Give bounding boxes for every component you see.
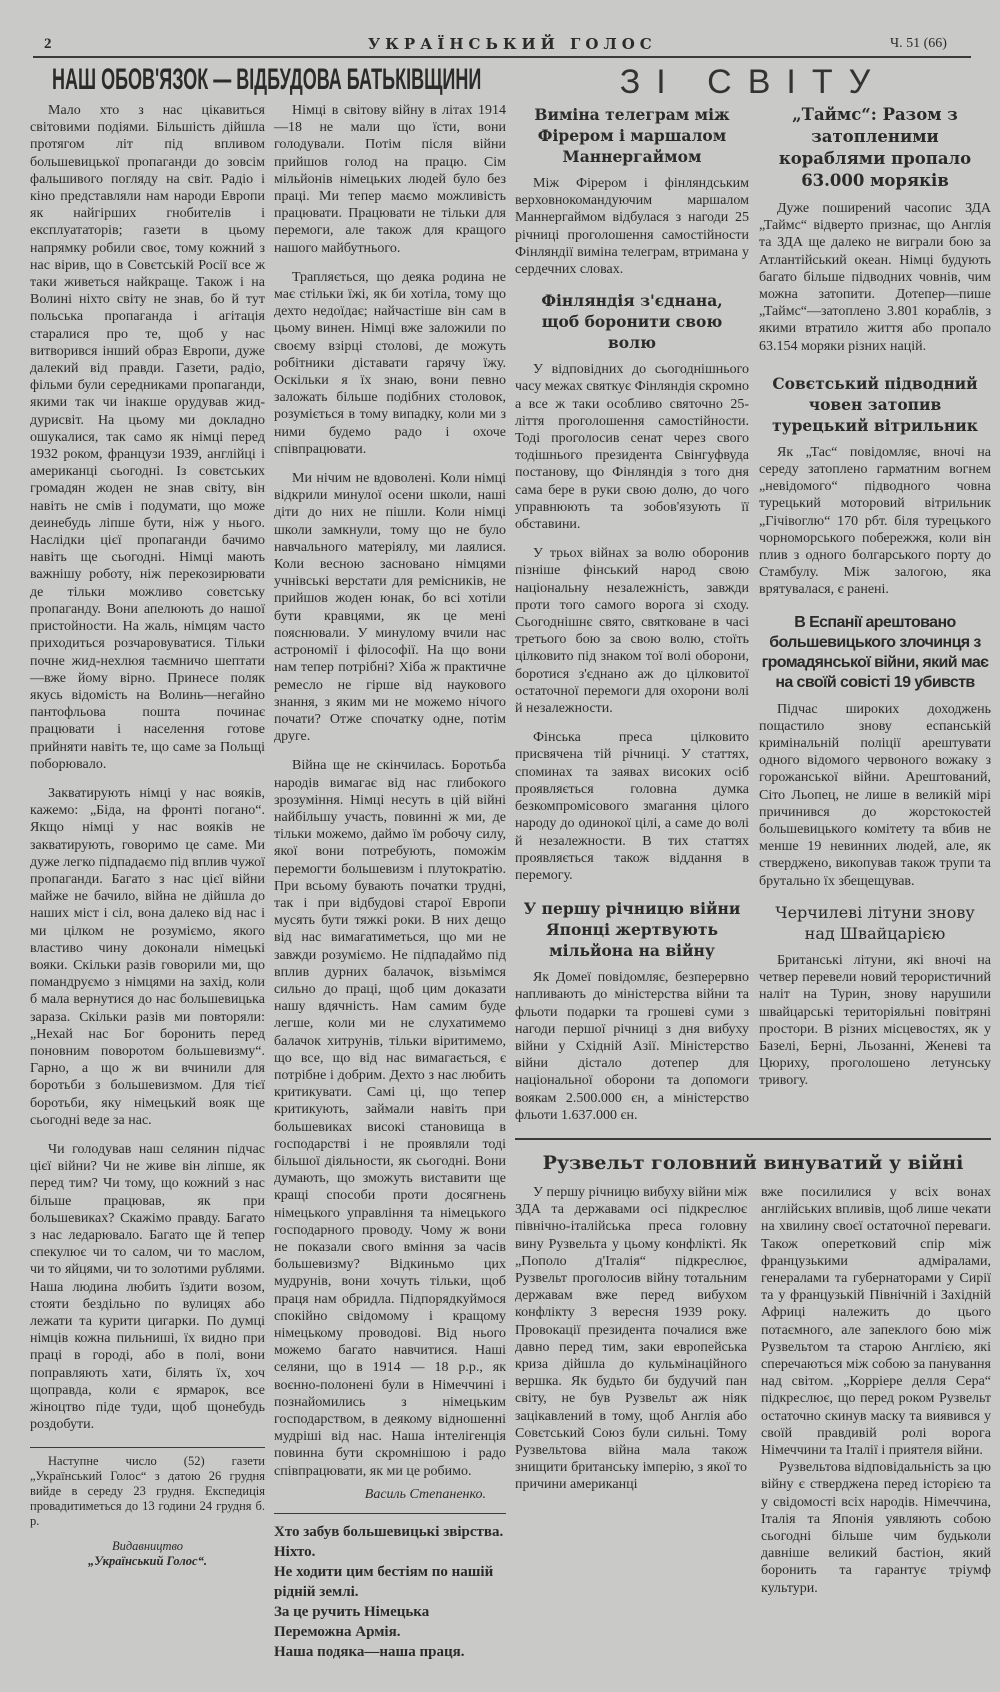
main-article-title — [30, 62, 506, 102]
world-section — [515, 62, 991, 1597]
paragraph: Німці в світову війну в літах 1914—18 не мали що їсти, вони голодували. Потім після війни прийшов голод на працю. Сім мільйонів німецьких людей було без праці. Ми тепер маємо можливість працювати. Працювати не тільки для перемоги, але також для кращого нашого майбутнього. — [274, 103, 506, 256]
main-article-title-text: НАШ ОБОВ'ЯЗОК — ВІДБУДОВА БАТЬКІВЩИНИ — [52, 63, 482, 96]
paragraph: Як Домеї повідомляє, безперервно напливають до міністерства війни та фльоти подарки та грошеві суми з нагоди першої річниці з дня вибуху війни у Східній Азії. Міністерство війни дістало дотепер для національної оборони та допомоги воякам 2.500.000 єн, а міністерство фльоти 1.637.000 єн. — [515, 970, 749, 1123]
slogan-line: Не ходити цим бестіям по нашій рідній землі. — [274, 1564, 494, 1601]
headline-telegram-exchange: Виміна телеграм між Фірером і маршалом Маннергаймом — [534, 105, 730, 166]
world-section-title: ЗІ СВІТУ — [619, 63, 887, 101]
paragraph: Чи голодував наш селянин підчас цієї війни? Чи не живе він ліпше, як перед тим? Чи тому, що кожний з нас більше працював, як при большевиках? Скажімо правду. Багато з нас ледарювало. Багато ще й тепер спекулює чи то салом, чи то маслом, чи то яйцями, чи то золотими рублями. Наша людина любить їздити возом, стояти бездільно по вулицях або лежати та курити цигарки. По думці німців кожна пильниші, їх видно при праці в городі, або в полі, вони поправляють хати, білять їх, хоч щоправда, коли є ярмарок, все жіноцтво піде туди, щоб щонебудь роздобути. — [30, 1141, 265, 1433]
page-number: 2 — [44, 36, 52, 52]
paragraph: Британські літуни, які вночі на четвер перевели новий терористичний наліт на Турин, знову нарушили швайцарські територіяльні повітряні простори. В різних місцевостях, як у Базелі, Берні, Льозанні, Женеві та Цюриху, проголошено летунську тривогу. — [759, 952, 991, 1089]
roosevelt-headline: Рузвельт головний винуватий у війні — [542, 1151, 964, 1174]
world-column-3 — [515, 104, 749, 1124]
roosevelt-column-left — [515, 1184, 747, 1494]
paragraph: У відповідних до сьогоднішнього часу межах святкує Фінляндія скромно а все ж таки особливо святочно 25-ліття проголошення самостійности. Тоді проголосив сенат через свого тодішнього президента Свінгуфвуда постанову, що Фінляндія з того дня сама бере в руки свою долю, до чого управнюють та зобов'язують її обставини. — [515, 362, 749, 533]
main-article-columns — [30, 102, 506, 1662]
header-rule — [33, 56, 971, 58]
slogan-line: За це ручить Німецька Переможна Армія. — [274, 1604, 430, 1641]
paragraph: Рузвельтова відповідальність за цю війну є стверджена перед історією та у свідомості всіх народів. Німеччина, Італія та Японія уявляють собою сьогодні більше чим будьколи давніше великий бастіон, який боронить та гарантує тріумф культури. — [761, 1460, 991, 1596]
paragraph: Як „Тас“ повідомляє, вночі на середу затоплено гарматним вогнем „невідомого“ підводного човна турецький моторовий вітрильник „Гічівоглю“ 170 рбт. біля турецького чорноморського побережжя, коли він плив з одного болгарського порту до Стамбулу. Між залогою, яка врятувалася, є ранені. — [759, 444, 991, 598]
publisher-label: Видавництво — [111, 1539, 184, 1554]
headline-spain-arrest: В Еспанії арештовано большевицького злочинця з громадянської війни, який має на своїй совісті 19 убивств — [761, 613, 989, 691]
issue-number: Ч. 51 (66) — [890, 36, 947, 51]
page-body — [30, 62, 992, 1692]
slogan-box — [274, 1513, 506, 1662]
paragraph: вже посилилися у всіх вонах англійських впливів, щоб лише чекати на хвилину своєї остаточної переваги. Також оперетковий спір між французькими адміралами, генералами та губернаторами у Сирії та у французькій Північній і Західній Африці належить до цього потаємного, але запеклого бою між Рузвельтом та старою Англією, які сперечаються між собою за панування над світом. „Корріере делля Сера“ підкреслює, що перед роком Рузвельт остаточно скинув маску та виявився у своїй правдивій ролі ворога Німеччини та Італії і приятеля війни. — [761, 1184, 991, 1458]
page-header — [0, 0, 1000, 62]
paragraph: Між Фірером і фінляндським верховнокомандуючим маршалом Маннергаймом відбулася з нагоди 25 річниці проголошення самостійности Фінляндії виміна телеграм, втримана у сердечних словах. — [515, 176, 749, 278]
newspaper-title: УКРАЇНСЬКИЙ ГОЛОС — [368, 35, 657, 53]
headline-soviet-submarine: Совєтський підводний човен затопив турецький вітрильник — [772, 373, 978, 435]
author-signature: Василь Степаненко. — [364, 1486, 486, 1502]
main-article-column-2 — [274, 102, 506, 1662]
slogan-line: Хто забув большевицькі звірства. Ніхто. — [274, 1524, 504, 1561]
paragraph: Ми нічим не вдоволені. Коли німці відкрили минулої осени школи, наші діти до них не пішли. Коли німці школи замкнули, тому що не було навчального матеріялу, ми лаялися. Коли весною засновано німцями учнівські верстати для ремісників, не прийшов жоден юнак, бо всі хотіли бути кравцями, як це мені пояснювали. У минулому вчили нас астрономії і філософії. На що вони нам тепер потрібні? Хіба ж практичне ремесло не гірше від наукового знання, з яким ми не можемо нічого почати? Отже спочатку одне, потім друге. — [274, 471, 506, 745]
paragraph: Трапляється, що деяка родина не має стільки їжі, як би хотіла, тому що дехто недоїдає; найчастіше він сам в цьому винен. Німці вже заложили по своєму взірці столові, де можуть робітники діставати гарячу їжу. Оскільки я їх знаю, вони певно заложать більше подібних столовок, розуміється в тому випадку, коли ми з ними будемо радо і охоче співпрацювати. — [274, 269, 506, 457]
publisher-name: „Український Голос“. — [88, 1554, 207, 1569]
main-article — [30, 62, 506, 1662]
roosevelt-column-right — [761, 1184, 991, 1597]
headline-times-sailors: „Таймс“: Разом з затопленими кораблями пропало 63.000 моряків — [778, 105, 972, 190]
world-column-4 — [759, 104, 991, 1090]
paragraph: Дуже поширений часопис ЗДА „Таймс“ відверто признає, що Англія та ЗДА ще далеко не виграли бою за Атлантійський океан. Німці будують багато більше підводних човнів, чим можна затопити. Дотепер—пише „Таймс“—затоплено 3.801 кораблів, з якими втратило життя або пропало 63.154 моряки різних націй. — [759, 201, 991, 354]
paragraph: Війна ще не скінчилась. Боротьба народів вимагає від нас глибокого зрозуміння. Німці несуть в цій війні найбільшу участь, повинні ж ми, де тільки можемо, даймо їм робочу силу, якої вони потребують, поможім перемогти большевизм і плутократію. При всьому бувають початки трудні, так і при відбудові старої Европи мусять бути тяжкі роки. В них дещо від нас вимагатиметься, що ми не завжди розуміємо. Не підпадаймо під вплив дурних балачок, візьмімся сильно до праці, щоб цим доказати нашу вдячність. Нам самим буде легше, коли ми не слухатимемо балачок хитрунів, тільки віритимемо, що все, що від нас вимагається, є потрібне і добрим. Дехто з нас любить критикувати. Самі ці, що тепер критикують, займали навіть при большевиках високі становища в господарстві і не проявляли тоді більшої діяльности, як сьогодні. Вони думають, що зможуть виставити ще кращі способи проти досягнень німецького управління та німецького господарного проводу. Чому ж вони не показали свого вміння за часів большевизму? Відкиньмо цих мудрунів, вони хочуть тільки, щоб праця нам обридла. Підпорядкуймося спокійно свідомому і кращому німецькому проводові. Від нього можемо багато навчитися. Наші селяни, що в 1914 — 18 р.р., як воєнно-полонені були в Німеччині і познайомились з німецьким господарством, в деякому відношенні мудріші від нас. Наша інтелігенція повинна бути скромнішою і радо співпрацювати, як ми це робимо. — [274, 758, 506, 1479]
main-article-column-1 — [30, 102, 265, 1569]
section-divider — [515, 1138, 991, 1140]
paragraph: У трьох війнах за волю оборонив пізніше фінський народ свою національну незалежність, завжди проти того самого ворога зі сходу. Сьогоднішнє свято, святковане в часі третього бою за свою волю, стоїть цілковито під знаком тої волі оборони, боротися з'єднано аж до цілковитої остаточної перемоги для охорони волі й незалежности. — [515, 546, 749, 717]
next-issue-notice — [30, 1447, 265, 1569]
paragraph: Підчас широких доходжень пощастило знову еспанській кримінальній поліції арештувати одного відомого червоного вожаку з горожанської війни. Арештований, Сіто Льопец, не лише в великій мірі причинився до жорстокостей большевицького комітету та вбив не менше 19 невинних людей, але, як стверджено, викопував також трупи та брутально їх збещещував. — [759, 701, 991, 889]
headline-japan-donations: У першу річницю війни Японці жертвують мільйона на війну — [523, 899, 741, 961]
next-issue-text: Наступне число (52) газети „Український Голос“ з датою 26 грудня вийде в середу 23 грудня. Експедиція провадитиметься до 13 години 24 грудня б. р. — [30, 1454, 265, 1529]
headline-finland-united: Фінляндія з'єднана, щоб боронити свою волю — [541, 291, 723, 353]
slogan-line: Наша подяка—наша праця. — [274, 1644, 465, 1661]
roosevelt-columns — [515, 1184, 991, 1597]
headline-churchill-flyers: Черчилеві літуни знову над Швайцарією — [775, 902, 975, 943]
world-columns — [515, 104, 991, 1124]
paragraph: Закватирують німці у нас вояків, кажемо: „Біда, на фронті погано“. Якщо німці у нас вояків не закватирують, говоримо це саме. Ми дуже легко підпадаємо під вплив чужої пропаганди. Багато з нас цієї війни майже не бачило, війна не дійшла до наших міст і сіл, вона далеко від нас і ми цілком не розуміємо, якого властиво чину доконали німецькі вояки. Скільки разів говорили ми, що помандруємо з німцями на захід, коли б мала вернутися до нас большевицька зараза. Скільки разів ми повторяли: „Нехай нас Бог боронить перед поновним поворотом большевизму“. Гарно, а що ж ви вчинили для боротьби з большевизмом. Для тієї боротьби, яку німецький вояк ще сьогодні веде за нас. — [30, 785, 265, 1128]
paragraph: У першу річницю вибуху війни між ЗДА та державами осі підкреслює північно-італійська преса головну вину Рузвельта у цьому конфлікті. Як „Пополо д'Італія“ підкреслює, Рузвельт проголосив війну тотальним державам вже перед вибухом конфлікту 3 вересня 1939 року. Провокації президента почалися вже давно перед тим, заки европейська криза дійшла до кульмінаційного вершка. Як будьто би будучий пан світу, не був Рузвельт аж ніяк зацікавлений в тому, щоб Англія або Совєтський Союз були сильні. Тому Рузвельтова війна мала також знищити британську імперію, з якої то причини американці — [515, 1184, 747, 1493]
paragraph: Фінська преса цілковито присвячена тій річниці. У статтях, споминах та заявах високих осіб проявляється головна думка безкомпромісового змагання цілого народу до одинокої цілі, а саме до волі й незалежности. В тих статтях проявляється також віддання в перемогу. — [515, 730, 749, 883]
paragraph: Мало хто з нас цікавиться світовими подіями. Більшість дійшла протягом літ під впливом большевицької пропаганди до зовсім фальшивого погляду на світ. Радіо і кіно представляли нам народи Европи як найгірших гнобителів і експлуататорів; газети в цьому напрямку робили своє, тому кожний з нас вірив, що в Совєтській Росії все ж таки живеться найкраще. Також і на Волині ніхто світу не знав, бо й тут польська пропаганда і агітація старалися про те, щоб у нас витворився інший образ Европи, дуже далекий від правди. Газети, радіо, фільми були середниками пропаганди, якими так чи інакше орудував жид-дурисвіт. На цьому ми докладно ошукалися, так само як німці перед 1932 роком, французи 1939, англійці і американці сьогодні. Із совєтських громадян жоден не знав світу, він навіть не смів і подумати, що може деинебудь ліпше бути, ніж у нього. Наслідки цієї пропаганди бачимо навіть ще сьогодні. Німці мають важнішу роботу, ніж перекозирювати де тільки можливо совєтську пропаганду. Вони апелюють до нашої пристойности. На жаль, німцям часто приходиться розчаровуватися. Тільки почне жид-нехлюя таємничо шептати—вже йому вірно. Принесе поляк якусь відомість на Волинь—негайно пантофльова пошта починає працювати і населення готове прийняти навіть те, що саме за Польщі поборювало. — [30, 103, 265, 772]
